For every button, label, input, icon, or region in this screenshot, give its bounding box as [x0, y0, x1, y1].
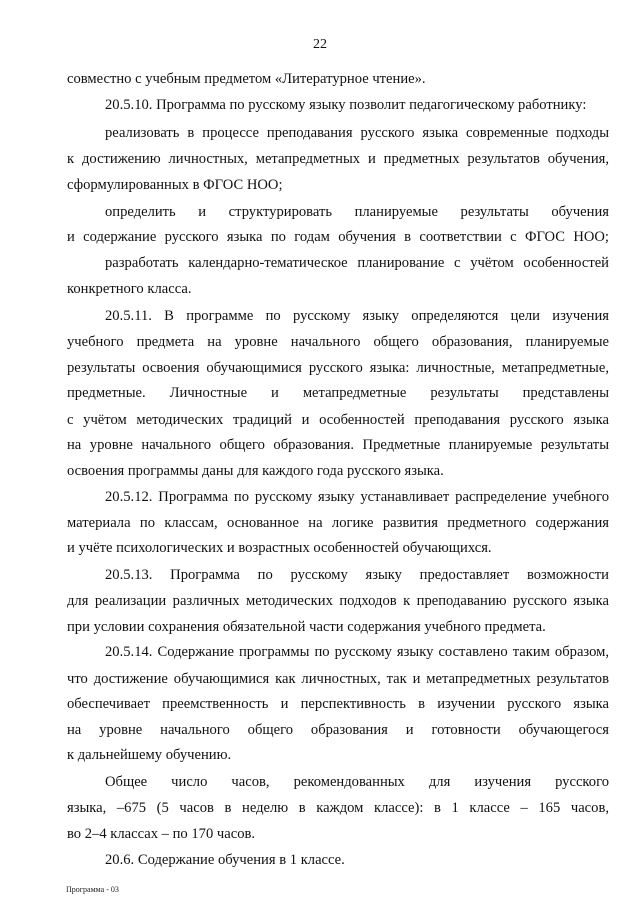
- text-line: на уровне начального общего образования. Предметные планируемые результаты: [67, 437, 609, 453]
- text-line: конкретного класса.: [67, 281, 192, 297]
- text-line: предметные. Личностные и метапредметные результаты представлены: [67, 385, 609, 401]
- text-line: 20.5.13. Программа по русскому языку предоставляет возможности: [105, 567, 609, 583]
- text-line: и учёте психологических и возрастных особенностей обучающихся.: [67, 540, 492, 556]
- text-line: во 2–4 классах – по 170 часов.: [67, 826, 256, 842]
- text-line: совместно с учебным предметом «Литературное чтение».: [67, 71, 426, 87]
- text-line: 20.5.10. Программа по русскому языку позволит педагогическому работнику:: [105, 97, 587, 113]
- text-line: на уровне начального общего образования и готовности обучающегося: [67, 722, 609, 738]
- text-line: к достижению личностных, метапредметных и предметных результатов обучения,: [67, 151, 609, 167]
- text-line: к дальнейшему обучению.: [67, 747, 232, 763]
- text-line: результаты освоения обучающимися русского языка: личностные, метапредметные,: [67, 360, 609, 376]
- footer-label: Программа - 03: [66, 885, 119, 894]
- text-line: 20.5.14. Содержание программы по русскому языку составлено таким образом,: [105, 644, 609, 660]
- text-line: и содержание русского языка по годам обучения в соответствии с ФГОС НОО;: [67, 229, 609, 245]
- text-line: сформулированных в ФГОС НОО;: [67, 177, 283, 193]
- text-line: определить и структурировать планируемые результаты обучения: [105, 204, 609, 220]
- text-line: с учётом методических традиций и особенностей преподавания русского языка: [67, 412, 609, 428]
- text-line: освоения программы даны для каждого года русского языка.: [67, 463, 444, 479]
- text-line: 20.5.11. В программе по русскому языку определяются цели изучения: [105, 308, 609, 324]
- text-line: при условии сохранения обязательной части содержания учебного предмета.: [67, 619, 546, 635]
- text-line: языка, –675 (5 часов в неделю в каждом классе): в 1 классе – 165 часов,: [67, 800, 609, 816]
- text-line: разработать календарно-тематическое планирование с учётом особенностей: [105, 255, 609, 271]
- text-line: Общее число часов, рекомендованных для изучения русского: [105, 774, 609, 790]
- text-line: обеспечивает преемственность и перспективность в изучении русского языка: [67, 696, 609, 712]
- text-line: реализовать в процессе преподавания русского языка современные подходы: [105, 125, 609, 141]
- text-line: материала по классам, основанное на логике развития предметного содержания: [67, 515, 609, 531]
- page-number: 22: [313, 37, 327, 52]
- text-line: учебного предмета на уровне начального общего образования, планируемые: [67, 334, 609, 350]
- text-line: что достижение обучающимися как личностных, так и метапредметных результатов: [67, 671, 609, 687]
- text-line: 20.5.12. Программа по русскому языку устанавливает распределение учебного: [105, 489, 609, 505]
- section-heading: 20.6. Содержание обучения в 1 классе.: [105, 852, 345, 868]
- text-line: для реализации различных методических подходов к преподаванию русского языка: [67, 593, 609, 609]
